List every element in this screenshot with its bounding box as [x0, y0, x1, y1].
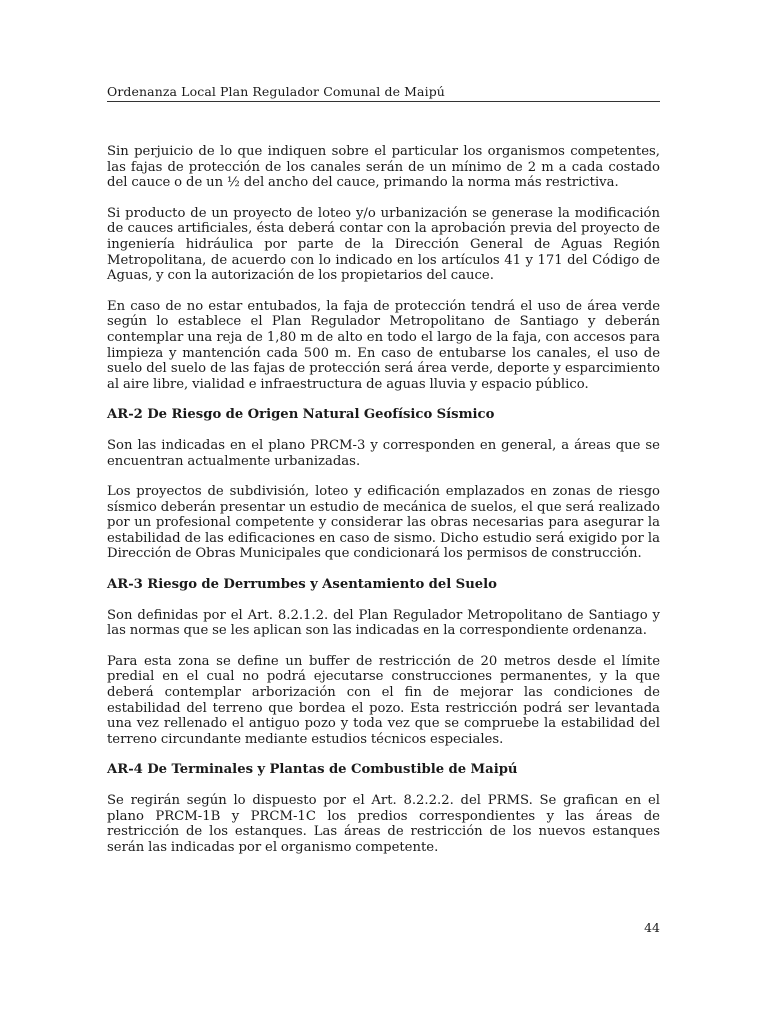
document-body	[107, 144, 660, 870]
paragraph-canal-protection-strips: Sin perjuicio de lo que indiquen sobre el particular los organismos competentes, las fajas de protección de los canales serán de un mínimo de 2 m a cada costado del cauce o de un ½ del ancho del cauce, primando la norma más restrictiva.	[107, 144, 660, 191]
page-number: 44	[644, 920, 660, 935]
section-heading-ar3: AR-3 Riesgo de Derrumbes y Asentamiento del Suelo	[107, 577, 497, 593]
paragraph-ar3-buffer: Para esta zona se define un buffer de restricción de 20 metros desde el límite predial en el cual no podrá ejecutarse construcciones permanentes, y la que deberá contemplar arborización con el fin de mejorar las condiciones de estabilidad del terreno que bordea el pozo. Esta restricción podrá ser levantada una vez rellenado el antiguo pozo y toda vez que se compruebe la estabilidad del terreno circundante mediante estudios técnicos especiales.	[107, 653, 660, 747]
paragraph-ar2-areas: Son las indicadas en el plano PRCM-3 y corresponden en general, a áreas que se encuentran actualmente urbanizadas.	[107, 437, 660, 469]
running-header: Ordenanza Local Plan Regulador Comunal de Maipú	[107, 84, 660, 102]
paragraph-unpiped-channels: En caso de no estar entubados, la faja de protección tendrá el uso de área verde según lo establece el Plan Regulador Metropolitano de Santiago y deberán contemplar una reja de 1,80 m de alto en todo el largo de la faja, con accesos para limpieza y mantención cada 500 m. En caso de entubarse los canales, el uso de suelo del suelo de las fajas de protección será área verde, deporte y esparcimiento al aire libre, vialidad e infraestructura de aguas lluvia y espacio público.	[107, 298, 660, 392]
paragraph-ar2-seismic-study: Los proyectos de subdivisión, loteo y edificación emplazados en zonas de riesgo sísmico deberán presentar un estudio de mecánica de suelos, el que será realizado por un profesional competente y considerar las obras necesarias para asegurar la estabilidad de las edificaciones en caso de sismo. Dicho estudio será exigido por la Dirección de Obras Municipales que condicionará los permisos de construcción.	[107, 484, 660, 562]
paragraph-ar4-fuel-terminals: Se regirán según lo dispuesto por el Art. 8.2.2.2. del PRMS. Se grafican en el plano PRCM-1B y PRCM-1C los predios correspondientes y las áreas de restricción de los estanques. Las áreas de restricción de los nuevos estanques serán las indicadas por el organismo competente.	[107, 793, 660, 855]
paragraph-artificial-channels: Si producto de un proyecto de loteo y/o urbanización se generase la modificación de cauces artificiales, ésta deberá contar con la aprobación previa del proyecto de ingeniería hidráulica por parte de la Dirección General de Aguas Región Metropolitana, de acuerdo con lo indicado en los artículos 41 y 171 del Código de Aguas, y con la autorización de los propietarios del cauce.	[107, 205, 660, 284]
section-heading-ar2: AR-2 De Riesgo de Origen Natural Geofísico Sísmico	[107, 407, 495, 423]
paragraph-ar3-definition: Son definidas por el Art. 8.2.1.2. del Plan Regulador Metropolitano de Santiago y las normas que se les aplican son las indicadas en la correspondiente ordenanza.	[107, 607, 660, 639]
section-heading-ar4: AR-4 De Terminales y Plantas de Combustible de Maipú	[107, 762, 518, 778]
